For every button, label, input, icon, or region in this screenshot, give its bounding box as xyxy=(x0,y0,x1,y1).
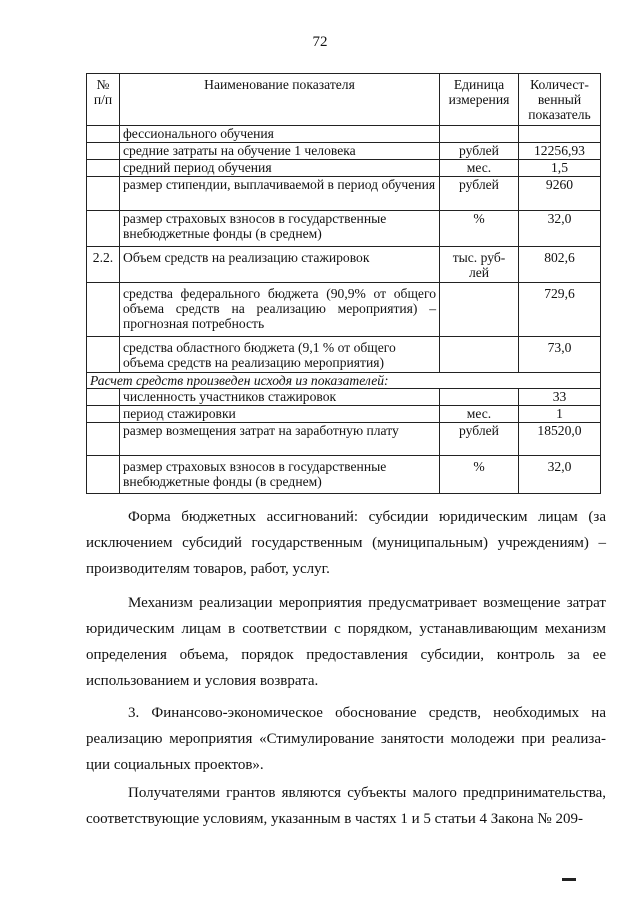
row-value: 32,0 xyxy=(519,456,601,494)
row-num xyxy=(87,160,120,177)
table-row xyxy=(87,337,601,373)
row-unit xyxy=(440,389,519,406)
row-name: Объем средств на реализацию стажировок xyxy=(120,247,440,283)
row-name: средства областного бюджета (9,1 % от общего объема средств на реализацию мероприятия) xyxy=(120,337,440,373)
row-name: размер возмещения затрат на заработную плату xyxy=(120,423,440,456)
row-num: 2.2. xyxy=(87,247,120,283)
row-unit xyxy=(440,126,519,143)
table-row xyxy=(87,283,601,337)
row-value: 33 xyxy=(519,389,601,406)
table-row xyxy=(87,389,601,406)
row-value: 9260 xyxy=(519,177,601,211)
row-value: 802,6 xyxy=(519,247,601,283)
row-value: 18520,0 xyxy=(519,423,601,456)
row-value: 32,0 xyxy=(519,211,601,247)
row-value: 1 xyxy=(519,406,601,423)
table-header-row xyxy=(87,74,601,126)
calculation-note: Расчет средств произведен исходя из показателей: xyxy=(87,373,601,389)
row-num xyxy=(87,389,120,406)
table-row xyxy=(87,211,601,247)
budget-table xyxy=(86,73,601,494)
paragraph-grant-recipients: Получателями грантов являются субъекты малого предпринимательства, соответствующие условиям, указанным в частях 1 и 5 статьи 4 Закона № 209- xyxy=(86,785,606,827)
row-num xyxy=(87,211,120,247)
row-unit: тыс. руб-лей xyxy=(440,247,519,283)
table-row xyxy=(87,177,601,211)
table-row xyxy=(87,143,601,160)
row-unit: % xyxy=(440,211,519,247)
row-name: размер страховых взносов в государственные внебюджетные фонды (в среднем) xyxy=(120,456,440,494)
header-value: Количест-венный показатель xyxy=(519,74,601,126)
paragraph-mechanism: Механизм реализации мероприятия предусматривает возмещение затрат юридическим лицам в соответствии с порядком, устанавливающим механизм определения объема, порядок предоставления субсидии, контроль за ее использованием и условия возврата. xyxy=(86,595,606,689)
row-num xyxy=(87,283,120,337)
row-unit: рублей xyxy=(440,177,519,211)
row-unit xyxy=(440,283,519,337)
paragraph-budget-form: Форма бюджетных ассигнований: субсидии юридическим лицам (за исключением субсидий государственным (муниципальным) учреждениям) – производителям товаров, работ, услуг. xyxy=(86,509,606,577)
row-name: фессионального обучения xyxy=(120,126,440,143)
table-row xyxy=(87,247,601,283)
page-number: 72 xyxy=(312,34,328,50)
table-row xyxy=(87,406,601,423)
row-num xyxy=(87,406,120,423)
row-name: средние затраты на обучение 1 человека xyxy=(120,143,440,160)
row-name: средства федерального бюджета (90,9% от общего объема средств на реализацию мероприятия) – прогнозная потребность xyxy=(120,283,440,337)
row-name: период стажировки xyxy=(120,406,440,423)
row-name: размер страховых взносов в государственные внебюджетные фонды (в среднем) xyxy=(120,211,440,247)
row-num xyxy=(87,456,120,494)
table-row xyxy=(87,160,601,177)
paragraph-section-3: 3. Финансово-экономическое обоснование средств, необходимых на реализацию мероприятия «Стимулирование занятости молодежи при реализа-ции социальных проектов». xyxy=(86,705,606,773)
row-value: 12256,93 xyxy=(519,143,601,160)
row-num xyxy=(87,177,120,211)
row-unit: мес. xyxy=(440,406,519,423)
row-name: средний период обучения xyxy=(120,160,440,177)
row-num xyxy=(87,423,120,456)
row-unit: мес. xyxy=(440,160,519,177)
table-row xyxy=(87,456,601,494)
table-row xyxy=(87,126,601,143)
row-value: 729,6 xyxy=(519,283,601,337)
row-unit xyxy=(440,337,519,373)
row-num xyxy=(87,337,120,373)
table-row xyxy=(87,423,601,456)
header-num: № п/п xyxy=(87,74,120,126)
row-value: 73,0 xyxy=(519,337,601,373)
row-value xyxy=(519,126,601,143)
row-unit: рублей xyxy=(440,423,519,456)
header-name: Наименование показателя xyxy=(120,74,440,126)
row-unit: рублей xyxy=(440,143,519,160)
header-unit: Единица измерения xyxy=(440,74,519,126)
row-value: 1,5 xyxy=(519,160,601,177)
row-num xyxy=(87,126,120,143)
table-note-row xyxy=(87,373,601,389)
row-unit: % xyxy=(440,456,519,494)
row-num xyxy=(87,143,120,160)
row-name: размер стипендии, выплачиваемой в период обучения xyxy=(120,177,440,211)
row-name: численность участников стажировок xyxy=(120,389,440,406)
footer-mark xyxy=(562,878,576,881)
